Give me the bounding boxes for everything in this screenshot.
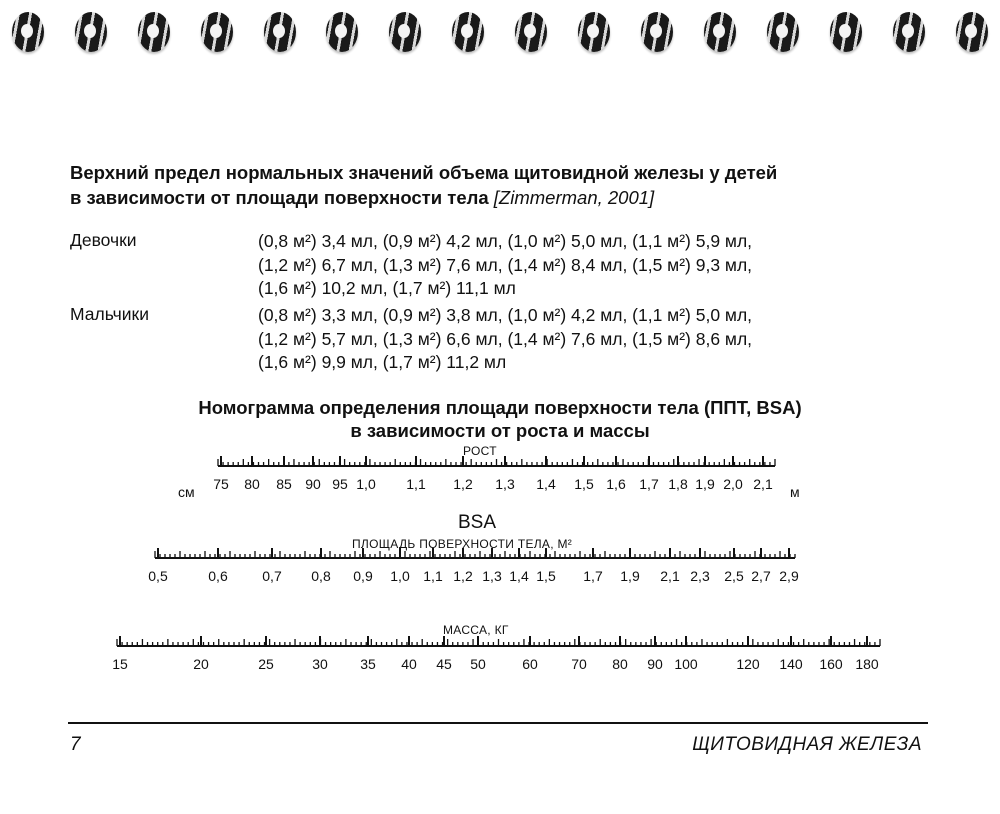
footer-rule	[68, 722, 928, 724]
scale-tick-label: 1,1	[406, 476, 426, 492]
boys-line: (1,2 м²) 5,7 мл, (1,3 м²) 6,6 мл, (1,4 м²) 7,6 мл, (1,5 м²) 8,6 мл,	[258, 328, 753, 349]
boys-line: (1,6 м²) 9,9 мл, (1,7 м²) 11,2 мл	[258, 352, 507, 372]
scale-tick-label: 1,3	[482, 568, 502, 584]
scale-tick-label: 1,9	[695, 476, 715, 492]
height-scale	[213, 456, 775, 492]
scale-tick-label: 0,8	[311, 568, 331, 584]
scale-tick-label: 1,5	[574, 476, 594, 492]
scale-tick-label: 90	[305, 476, 321, 492]
scale-tick-label: 70	[571, 656, 587, 672]
scale-tick-label: 120	[736, 656, 760, 672]
scale-tick-label: 2,3	[690, 568, 710, 584]
scale-tick-label: 30	[312, 656, 328, 672]
scale-tick-label: 60	[522, 656, 538, 672]
scale-tick-label: 0,5	[148, 568, 168, 584]
bsa-scale-sublabel: ПЛОЩАДЬ ПОВЕРХНОСТИ ТЕЛА, М²	[352, 537, 573, 551]
girls-line: (1,6 м²) 10,2 мл, (1,7 м²) 11,1 мл	[258, 278, 516, 298]
bsa-scale-label: BSA	[458, 512, 497, 533]
mass-scale	[112, 636, 880, 672]
scale-tick-label: 0,7	[262, 568, 282, 584]
scale-tick-label: 1,7	[583, 568, 603, 584]
scale-tick-label: 20	[193, 656, 209, 672]
scale-tick-label: 1,5	[536, 568, 556, 584]
girls-label: Девочки	[70, 230, 137, 250]
scale-tick-label: 1,8	[668, 476, 688, 492]
scale-tick-label: 75	[213, 476, 229, 492]
scale-tick-label: 15	[112, 656, 128, 672]
scale-tick-label: 160	[819, 656, 843, 672]
scale-tick-label: 1,0	[356, 476, 376, 492]
scale-tick-label: 40	[401, 656, 417, 672]
mass-scale-label: МАССА, КГ	[443, 623, 509, 637]
scale-tick-label: 90	[647, 656, 663, 672]
page-number: 7	[70, 734, 81, 755]
footer-section-name: ЩИТОВИДНАЯ ЖЕЛЕЗА	[692, 734, 922, 755]
boys-line: (0,8 м²) 3,3 мл, (0,9 м²) 3,8 мл, (1,0 м²) 4,2 мл, (1,1 м²) 5,0 мл,	[258, 305, 753, 325]
scale-tick-label: 95	[332, 476, 348, 492]
scale-tick-label: 45	[436, 656, 452, 672]
scale-tick-label: 180	[855, 656, 879, 672]
scale-tick-label: 35	[360, 656, 376, 672]
boys-label: Мальчики	[70, 304, 149, 324]
scale-tick-label: 50	[470, 656, 486, 672]
scale-tick-label: 25	[258, 656, 274, 672]
nomogram-title-line-1: Номограмма определения площади поверхности тела (ППТ, BSA)	[198, 397, 802, 418]
scale-tick-label: 2,5	[724, 568, 744, 584]
height-unit-left: см	[178, 484, 195, 500]
heading-reference: [Zimmerman, 2001]	[493, 187, 655, 208]
nomogram-title-line-2: в зависимости от роста и массы	[350, 420, 650, 441]
girls-line: (0,8 м²) 3,4 мл, (0,9 м²) 4,2 мл, (1,0 м²) 5,0 мл, (1,1 м²) 5,9 мл,	[258, 231, 753, 251]
heading-line-1: Верхний предел нормальных значений объема щитовидной железы у детей	[70, 162, 778, 183]
scale-tick-label: 1,7	[639, 476, 659, 492]
scale-tick-label: 100	[674, 656, 698, 672]
scale-tick-label: 2,0	[723, 476, 743, 492]
scale-tick-label: 2,1	[660, 568, 680, 584]
scale-tick-label: 1,4	[509, 568, 529, 584]
scale-tick-label: 140	[779, 656, 803, 672]
scale-tick-label: 1,3	[495, 476, 515, 492]
bsa-scale	[148, 548, 799, 584]
scale-tick-label: 1,6	[606, 476, 626, 492]
scale-tick-label: 1,2	[453, 476, 473, 492]
scale-tick-label: 85	[276, 476, 292, 492]
scale-tick-label: 2,1	[753, 476, 773, 492]
scale-tick-label: 2,7	[751, 568, 771, 584]
scale-tick-label: 1,2	[453, 568, 473, 584]
scale-tick-label: 1,1	[423, 568, 443, 584]
scale-tick-label: 1,0	[390, 568, 410, 584]
scale-tick-label: 0,6	[208, 568, 228, 584]
scale-tick-label: 0,9	[353, 568, 373, 584]
scale-tick-label: 2,9	[779, 568, 799, 584]
scale-tick-label: 80	[612, 656, 628, 672]
girls-line: (1,2 м²) 6,7 мл, (1,3 м²) 7,6 мл, (1,4 м²) 8,4 мл, (1,5 м²) 9,3 мл,	[258, 254, 753, 275]
heading-line-2-text: в зависимости от площади поверхности тела	[70, 187, 489, 208]
height-scale-label: РОСТ	[463, 444, 497, 458]
height-unit-right: м	[790, 484, 800, 500]
scale-tick-label: 1,9	[620, 568, 640, 584]
scale-tick-label: 1,4	[536, 476, 556, 492]
scale-tick-label: 80	[244, 476, 260, 492]
